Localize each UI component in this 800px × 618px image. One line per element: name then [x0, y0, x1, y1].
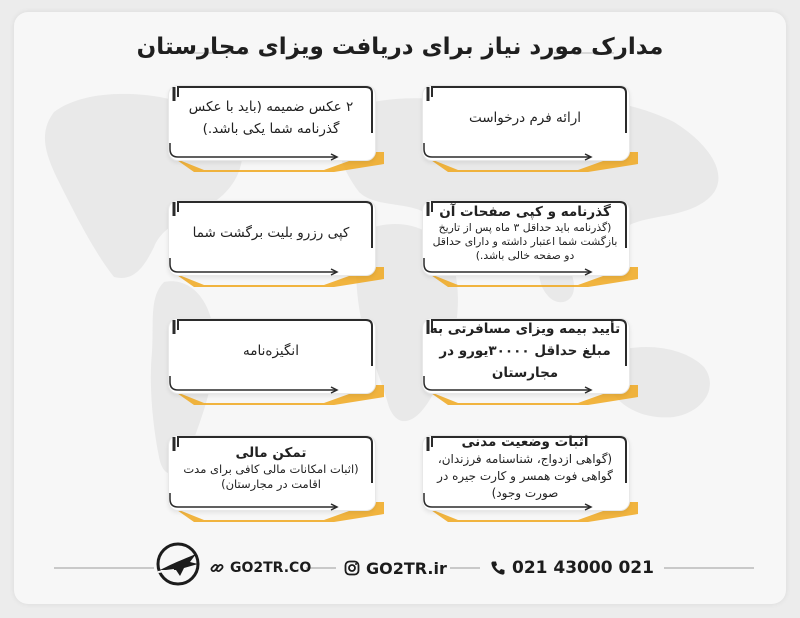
- plane-logo-icon: [154, 540, 202, 588]
- footer-instagram[interactable]: [344, 558, 447, 578]
- card-heading: تمکن مالی: [235, 445, 307, 461]
- card-text: [428, 435, 622, 501]
- card-text: انگیزه‌نامه: [243, 343, 299, 359]
- card-passport: [422, 200, 628, 274]
- card-text: [174, 435, 368, 501]
- phone-text: 021 43000 021: [512, 558, 654, 578]
- card-motivation-letter: [168, 318, 374, 392]
- phone-icon: [490, 560, 506, 576]
- card-text: کپی رزرو بلیت برگشت شما: [192, 225, 350, 241]
- footer-line-right: [664, 567, 754, 569]
- card-travel-insurance: [422, 318, 628, 392]
- footer-separator-2: [450, 567, 480, 569]
- instagram-text: GO2TR.ir: [366, 558, 447, 578]
- page-title: مدارک مورد نیاز برای دریافت ویزای مجارستان: [136, 34, 664, 60]
- card-subtext: (اثبات امکانات مالی کافی برای مدت اقامت در مجارستان): [183, 462, 359, 491]
- card-heading: گذرنامه و کپی صفحات آن: [439, 204, 611, 220]
- card-civil-status: [422, 435, 628, 509]
- instagram-icon: [344, 560, 360, 576]
- card-return-ticket: [168, 200, 374, 274]
- card-text: تأیید بیمه ویزای مسافرتی به مبلغ حداقل ۳۰۰۰۰یورو در مجارستان: [429, 321, 621, 381]
- card-photos: [168, 85, 374, 159]
- footer-contact-bar: [14, 550, 786, 586]
- footer-website[interactable]: [210, 558, 311, 578]
- card-text: ۲ عکس ضمیمه (باید با عکس گذرنامه شما یکی باشد.): [188, 99, 354, 137]
- card-financial-means: [168, 435, 374, 509]
- card-heading: اثبات وضعیت مدنی: [461, 434, 589, 450]
- link-icon: [210, 561, 224, 575]
- card-text: [428, 200, 622, 266]
- website-text: GO2TR.CO: [230, 560, 312, 576]
- card-subtext: (گواهی ازدواج، شناسنامه فرزندان، گواهی فوت همسر و کارت جیره در صورت وجود): [437, 452, 613, 500]
- world-map-background: [14, 52, 786, 572]
- card-text: ارائه فرم درخواست: [468, 110, 582, 126]
- footer-line-left: [54, 567, 154, 569]
- footer-phone[interactable]: [490, 558, 654, 578]
- card-application-form: [422, 85, 628, 159]
- card-subtext: (گذرنامه باید حداقل ۳ ماه پس از تاریخ بازگشت شما اعتبار داشته و دارای حداقل دو صفحه خالی باشد.): [432, 221, 618, 262]
- infographic-page: [14, 12, 786, 604]
